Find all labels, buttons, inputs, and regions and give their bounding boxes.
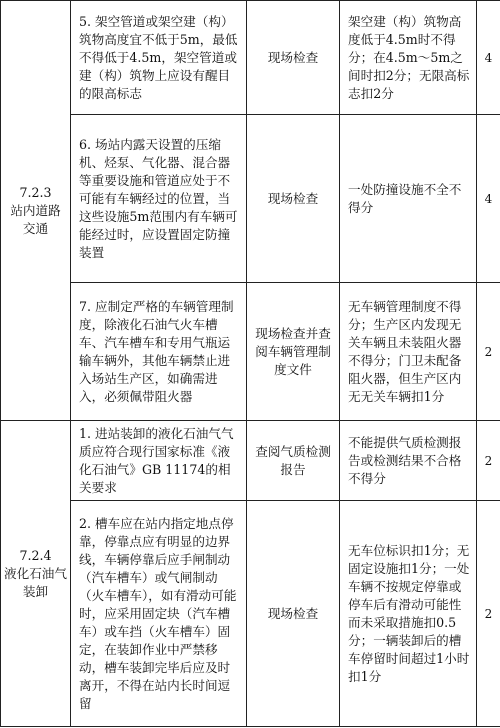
method-cell: 现场检查: [247, 115, 340, 283]
score-cell: 2: [477, 283, 500, 421]
section-cell: [1, 1, 71, 421]
method-cell: 现场检查并查阅车辆管理制度文件: [247, 283, 340, 421]
score-cell: 4: [477, 1, 500, 115]
score-cell: 2: [477, 501, 500, 727]
criteria-cell: 架空建（构）筑物高度低于4.5m时不得分；在4.5m～5m之间时扣2分；无限高标志扣2分: [340, 1, 477, 115]
criteria-cell: 无车辆管理制度不得分；生产区内发现无关车辆且未装阻火器不得分；门卫未配备阻火器，但生产区内无无关车辆扣1分: [340, 283, 477, 421]
table-row: [1, 501, 500, 727]
table-row: [1, 283, 500, 421]
requirement-cell: 2. 槽车应在站内指定地点停靠，停靠点应有明显的边界线，车辆停靠后应手闸制动（汽车槽车）或气闸制动（火车槽车），如有滑动可能时，应采用固定块（汽车槽车）或车挡（火车槽车）固定，在装卸作业中严禁移动，槽车装卸完毕后应及时离开，不得在站内长时间逗留: [71, 501, 247, 727]
method-cell: 现场检查: [247, 1, 340, 115]
criteria-cell: 无车位标识扣1分；无固定设施扣1分；一处车辆不按规定停靠或停车后有滑动可能性而未采取措施扣0.5分；一辆装卸后的槽车停留时间超过1小时扣1分: [340, 501, 477, 727]
method-cell: 查阅气质检测报告: [247, 421, 340, 501]
table-row: [1, 115, 500, 283]
table-row: [1, 421, 500, 501]
section-number: 7.2.4: [19, 547, 52, 563]
table-row: [1, 1, 500, 115]
score-cell: 4: [477, 115, 500, 283]
section-name: 站内道路交通: [10, 202, 61, 236]
criteria-cell: 一处防撞设施不全不得分: [340, 115, 477, 283]
requirement-cell: 6. 场站内露天设置的压缩机、烃泵、气化器、混合器等重要设施和管道应处于不可能有车辆经过的位置，当这些设施5m范围内有车辆可能经过时，应设置固定防撞装置: [71, 115, 247, 283]
requirement-cell: 7. 应制定严格的车辆管理制度，除液化石油气火车槽车、汽车槽车和专用气瓶运输车辆外，其他车辆禁止进入场站生产区，如确需进入，必须佩带阻火器: [71, 283, 247, 421]
section-number: 7.2.3: [19, 184, 52, 200]
section-name: 液化石油气装卸: [4, 565, 67, 599]
score-cell: 2: [477, 421, 500, 501]
section-cell: [1, 421, 71, 727]
criteria-cell: 不能提供气质检测报告或检测结果不合格不得分: [340, 421, 477, 501]
requirement-cell: 1. 进站装卸的液化石油气气质应符合现行国家标准《液化石油气》GB 11174的相关要求: [71, 421, 247, 501]
requirement-cell: 5. 架空管道或架空建（构）筑物高度宜不低于5m，最低不得低于4.5m，架空管道或建（构）筑物上应设有醒目的限高标志: [71, 1, 247, 115]
method-cell: 现场检查: [247, 501, 340, 727]
